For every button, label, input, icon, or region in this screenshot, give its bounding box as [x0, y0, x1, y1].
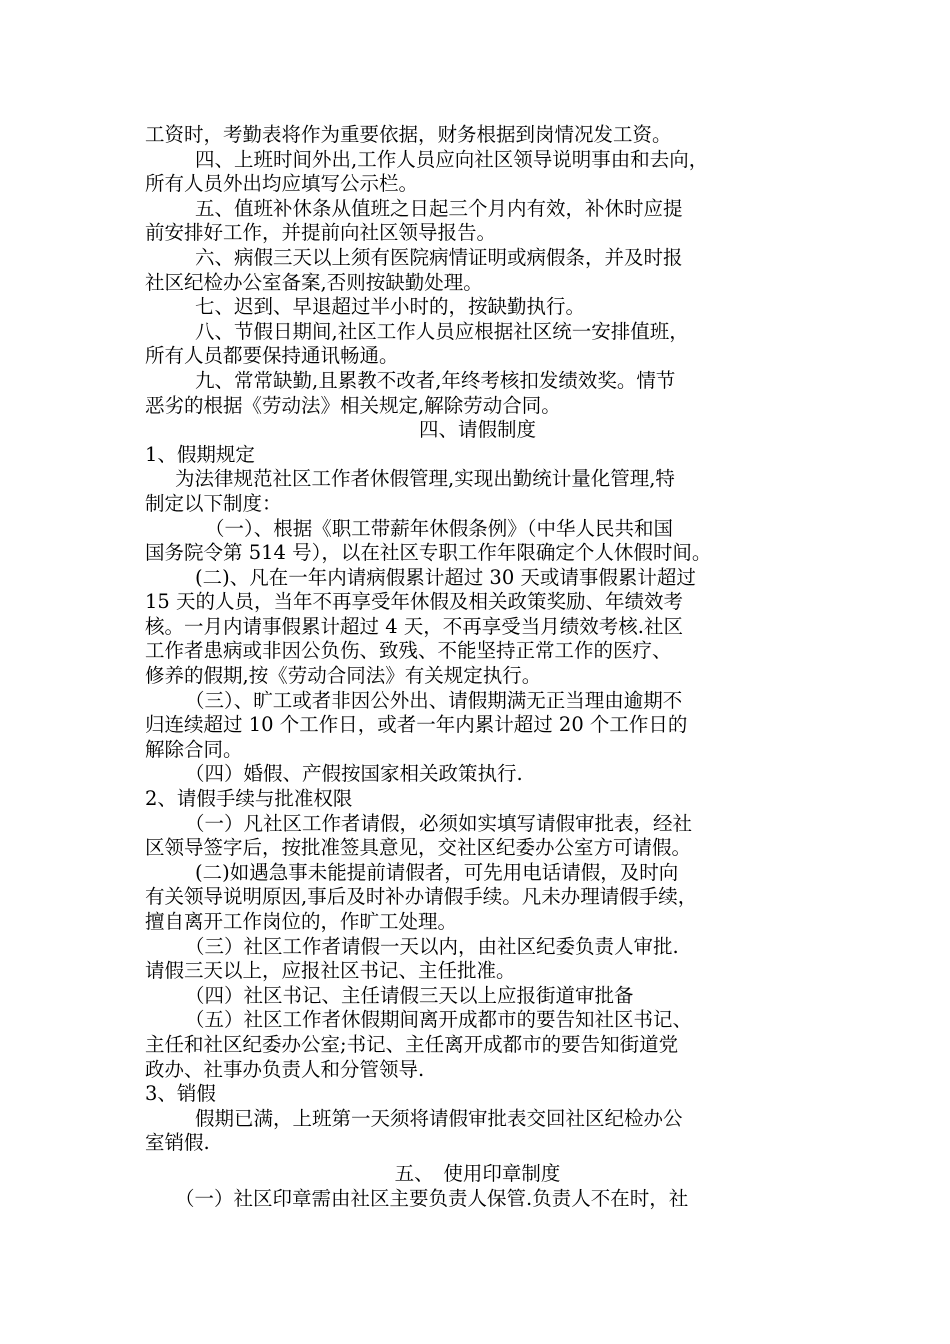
text-line: 所有人员外出均应填写公示栏。	[145, 172, 419, 196]
text-line: 政办、社事办负责人和分管领导.	[145, 1057, 425, 1081]
text-line: 六、病假三天以上须有医院病情证明或病假条，并及时报	[195, 245, 683, 269]
text-line: 归连续超过 10 个工作日，或者一年内累计超过 20 个工作日的	[145, 713, 688, 737]
text-line: 假期已满，上班第一天须将请假审批表交回社区纪检办公	[195, 1106, 683, 1130]
text-line: 五、值班补休条从值班之日起三个月内有效，补休时应提	[195, 196, 683, 220]
text-line: 前安排好工作，并提前向社区领导报告。	[145, 221, 497, 245]
document-page	[145, 123, 810, 1211]
text-line: 工资时，考勤表将作为重要依据，财务根据到岗情况发工资。	[145, 123, 672, 146]
text-line: 所有人员都要保持通讯畅通。	[145, 344, 399, 368]
text-line: （五）社区工作者休假期间离开成都市的要告知社区书记、	[185, 1008, 693, 1032]
text-line: （一）凡社区工作者请假，必须如实填写请假审批表，经社	[185, 811, 693, 835]
section-heading: 五、 使用印章制度	[394, 1161, 561, 1185]
subsection-heading: 3、销假	[145, 1082, 216, 1106]
text-line: （四）社区书记、主任请假三天以上应报街道审批备	[185, 983, 634, 1007]
text-line: 为法律规范社区工作者休假管理,实现出勤统计量化管理,特	[175, 467, 675, 491]
subsection-heading: 2、请假手续与批准权限	[145, 787, 353, 811]
text-line: 15 天的人员，当年不再享受年休假及相关政策奖励、年绩效考	[145, 590, 684, 614]
subsection-heading: 1、假期规定	[145, 442, 255, 466]
text-line: （一）、根据《职工带薪年休假条例》（中华人民共和国	[205, 516, 674, 540]
text-line: 七、迟到、早退超过半小时的，按缺勤执行。	[195, 295, 586, 319]
text-line: 室销假.	[145, 1131, 210, 1155]
text-line: 九、常常缺勤,且累教不改者,年终考核扣发绩效奖。情节	[195, 368, 676, 392]
text-line: (二)、凡在一年内请病假累计超过 30 天或请事假累计超过	[195, 565, 696, 589]
text-line: (二)如遇急事未能提前请假者，可先用电话请假，及时向	[195, 860, 679, 884]
text-line: 八、节假日期间,社区工作人员应根据社区统一安排值班，	[195, 319, 689, 343]
text-line: 修养的假期,按《劳动合同法》有关规定执行。	[145, 664, 542, 688]
section-heading: 四、请假制度	[418, 418, 536, 442]
text-line: 恶劣的根据《劳动法》相关规定,解除劳动合同。	[145, 393, 561, 417]
text-line: 有关领导说明原因,事后及时补办请假手续。凡未办理请假手续，	[145, 885, 698, 909]
text-line: 主任和社区纪委办公室;书记、主任离开成都市的要告知街道党	[145, 1032, 679, 1056]
text-line: 国务院令第 514 号），以在社区专职工作年限确定个人休假时间。	[145, 541, 712, 565]
text-line: （三）社区工作者请假一天以内，由社区纪委负责人审批.	[185, 934, 679, 958]
text-line: 区领导签字后，按批准签具意见，交社区纪委办公室方可请假。	[145, 836, 692, 860]
text-line: 社区纪检办公室备案,否则按缺勤处理。	[145, 270, 483, 294]
text-line: 核。一月内请事假累计超过 4 天，不再享受当月绩效考核.社区	[145, 614, 684, 638]
text-line: 四、上班时间外出,工作人员应向社区领导说明事由和去向，	[195, 147, 709, 171]
text-line: 制定以下制度：	[145, 491, 282, 515]
text-line: （三）、旷工或者非因公外出、请假期满无正当理由逾期不	[185, 688, 683, 712]
text-line: 擅自离开工作岗位的，作旷工处理。	[145, 910, 458, 933]
text-line: 请假三天以上，应报社区书记、主任批准。	[145, 959, 516, 983]
text-line: （一）社区印章需由社区主要负责人保管.负责人不在时，社	[175, 1186, 689, 1210]
text-line: 解除合同。	[145, 737, 243, 761]
text-line: （四）婚假、产假按国家相关政策执行.	[185, 762, 523, 786]
text-line: 工作者患病或非因公负伤、致残、不能坚持正常工作的医疗、	[145, 639, 672, 663]
